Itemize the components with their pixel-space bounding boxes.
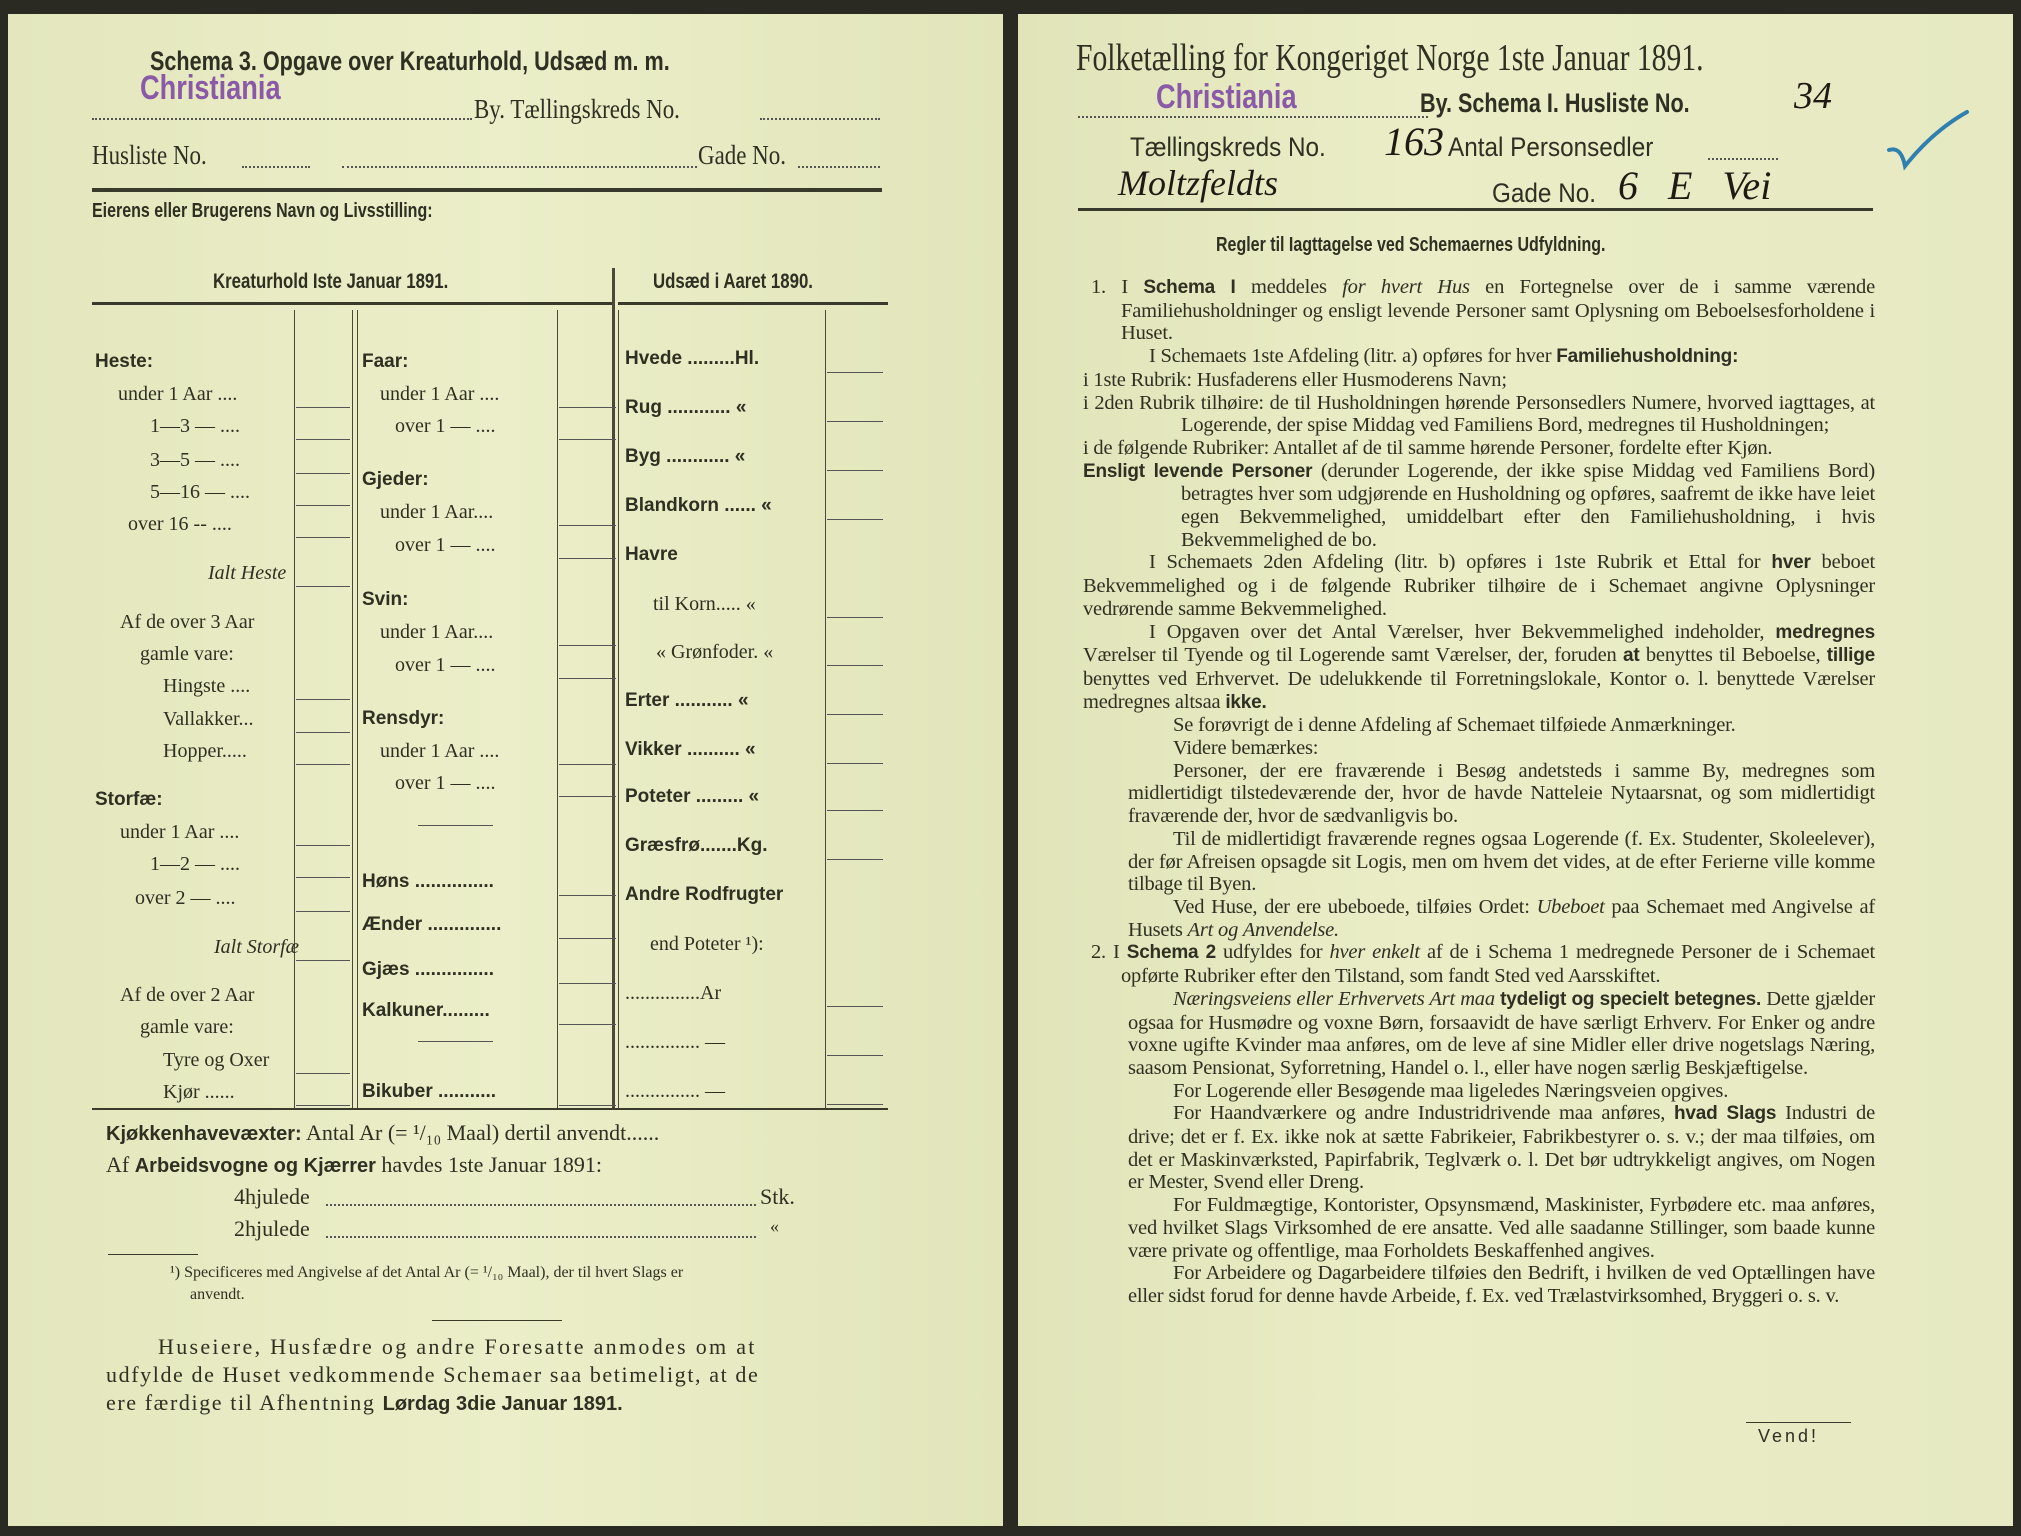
rule-paragraph [1083,1102,1875,1194]
table-row-label: over 1 — .... [395,772,496,794]
livestock-title [213,270,507,294]
gade-field[interactable] [798,166,880,168]
value-entry-line[interactable] [559,895,616,896]
table-row-label: under 1 Aar .... [380,383,500,405]
table-row-label: 1—2 — .... [150,853,240,875]
value-entry-line[interactable] [296,439,350,440]
street-field[interactable] [342,166,697,168]
rule-text: Schema 2 [1126,942,1216,964]
rule-text: i 2den Rubrik tilhøire: de til Husholdningen hørende Personsedlers Numere, hvorved iagttages, at Logerende, der spise Middag ved Familiens Bord, medregnes til Husholdningen; [1083,391,1875,437]
rule-text: I Schemaets 2den Afdeling (litr. b) opføres i 1ste Rubrik et Ettal for [1149,551,1772,574]
by-kreds-label [474,94,716,125]
table-row-label: Tyre og Oxer [163,1049,270,1071]
rule-text: benyttes til Beboelse, [1639,644,1827,667]
table-row-label: ............... — [625,1080,725,1102]
table-row-label: Ialt Storfæ [214,936,300,958]
table-row-label: Andre Rodfrugter [625,884,784,905]
notice-rule [432,1320,562,1321]
notice-deadline: Lørdag 3die Januar 1891. [382,1393,623,1415]
personsedler-label [1448,132,1676,163]
table-row-label: over 2 — .... [135,887,236,909]
gade-label [698,140,801,171]
value-entry-line[interactable] [827,859,883,860]
rule-text: (derunder Logerende, der ikke spise Middag ved Familiens Bord) betragtes hver som udgjørende en Husholdning og opføres, saafremt de ikke have leiet egen Bekvemmelighed, umiddelbart efter den Familiehusholdning, i hvis Bekvemmelighed de bo. [1181,459,1875,551]
rule-text: I Schemaets 1ste Afdeling (litr. a) opføres for hver [1149,345,1557,368]
rule-text: ikke. [1225,691,1267,713]
table-row-label: Af de over 2 Aar [120,984,255,1006]
rule-paragraph [1083,551,1875,620]
husliste-label [92,140,227,171]
rule-text: Til de midlertidigt fraværende regnes ogsaa Logerende (f. Ex. Studenter, Skoleelever), der før Afreisen opsagde sit Logis, men om hvem det vides, at de efter Ferierne ville komme tilbage til Byen. [1128,827,1875,896]
notice-line-2: udfylde de Huset vedkommende Schemaer saa betimeligt, at de [106,1362,760,1387]
section-separator [418,1041,493,1042]
rule-paragraph [1083,1262,1875,1307]
value-entry-line[interactable] [559,407,616,408]
turn-over-label: Vend! [1758,1426,1820,1446]
schema-3-title-text: Schema 3. Opgave over Kreaturhold, Udsæd m. m. [150,46,670,76]
value-entry-line[interactable] [559,1105,616,1106]
notice-text: ere færdige til Afhentning [106,1390,376,1415]
street-name[interactable]: Moltzfeldts [1118,163,1278,203]
rule-paragraph [1083,1080,1875,1103]
four-wheel-unit: Stk. [760,1184,795,1209]
rule-text: Ensligt levende Personer [1083,460,1313,482]
col-line [357,310,358,1108]
stamp-text: Christiania [1156,78,1297,116]
table-row-label: Erter ........... « [625,690,749,711]
table-row-label: Hvede .........Hl. [625,348,760,369]
christiania-stamp [1156,78,1332,117]
rule-text: For Fuldmægtige, Kontorister, Opsynsmænd, Maskinister, Fyrbødere etc. maa anføres, ved hvilket Slags Virksomhed de ere ansatte. Ved alle saadanne Stillinger, som baade kunne være private og offentlige, maa Forholdets Beskaffenhed angives. [1128,1194,1875,1262]
value-entry-line[interactable] [827,1055,883,1056]
rules-title [1216,234,1703,257]
value-entry-line[interactable] [559,764,616,765]
table-row-label: under 1 Aar .... [118,383,238,405]
census-title-text: Folketælling for Kongeriget Norge 1ste Januar 1891. [1076,37,1704,79]
table-row-label: Byg ............ « [625,446,746,467]
table-row-label: Vallakker... [163,708,254,730]
col-line [557,310,558,1108]
notice-line-3 [106,1390,623,1416]
rule-text: hver [1771,552,1811,574]
personsedler-field[interactable] [1708,158,1778,160]
gade-label [1492,178,1608,209]
table-row-label: Af de over 3 Aar [120,611,255,633]
rule-text: Art og Anvendelse. [1187,918,1339,941]
col-line [352,310,353,1108]
rule-paragraph [1083,760,1875,828]
personsedler-text: Antal Personsedler [1448,132,1654,162]
rule-paragraph [1083,621,1875,715]
table-row-label: Gjæs ............... [362,959,494,980]
rule-text: 2. I [1091,941,1127,964]
four-wheel-label: 4hjulede [234,1184,310,1209]
schema-husliste-text: By. Schema I. Husliste No. [1420,88,1690,118]
rule-text: For Haandværkere og andre Industridrivende maa anføres, [1173,1102,1675,1125]
rule-paragraph [1083,714,1875,737]
owner-label [92,200,518,223]
rule-paragraph [1083,276,1875,345]
gade-number[interactable]: 6 E Vei [1618,163,1772,208]
rule-text: benyttes ved Erhvervet. De udelukkende til Forretningslokale, Kontor o. l. benyttede Værelser medregnes altsaa [1083,667,1875,713]
table-row-label: « Grønfoder. « [656,641,774,663]
rule-text: Se forøvrigt de i denne Afdeling af Schemaet tilføiede Anmærkninger. [1173,714,1736,737]
rule-text: hvad Slags [1674,1103,1777,1125]
value-entry-line[interactable] [827,421,883,422]
wagons-af: Af [106,1152,130,1177]
table-row-label: Høns ............... [362,871,494,892]
value-entry-line[interactable] [296,473,350,474]
table-row-label: ...............Ar [625,982,722,1004]
table-row-label: Vikker .......... « [625,739,756,760]
kreds-text: Tællingskreds No. [1130,132,1326,162]
col-line [618,310,619,1108]
rule-paragraph [1083,345,1875,369]
kreds-number[interactable]: 163 [1384,119,1444,164]
wagons-bold: Arbeidsvogne og Kjærrer [134,1155,376,1177]
table-row-label: Gjeder: [362,469,429,490]
two-wheel-label: 2hjulede [234,1216,310,1241]
rule-text: paa Schemaet med Angivelse af Husets [1128,895,1875,941]
value-entry-line[interactable] [296,960,350,961]
table-row-label: gamle vare: [140,643,234,665]
table-row-label: under 1 Aar .... [120,821,240,843]
table-row-label: til Korn..... « [653,593,756,615]
by-kreds-text: By. Tællingskreds No. [474,94,680,124]
rule-text: at [1622,645,1640,667]
kreds-label [1130,132,1348,163]
kitchen-label: Kjøkkenhavevæxter: [106,1123,302,1145]
value-entry-line[interactable] [559,938,616,939]
seed-title-text: Udsæd i Aaret 1890. [653,270,813,293]
table-row-label: gamle vare: [140,1016,234,1038]
table-row-label: 3—5 — .... [150,449,240,471]
value-entry-line[interactable] [559,796,616,797]
rule-text: tydeligt og specielt betegnes. [1500,988,1762,1010]
two-wheel-field[interactable] [326,1236,756,1238]
rule-paragraph [1083,896,1875,941]
value-entry-line[interactable] [296,1105,350,1106]
section-separator [418,825,493,826]
table-row-label: Poteter ......... « [625,786,760,807]
rule-text: for hvert Hus [1342,276,1470,298]
left-page-schema-3 [8,14,1003,1526]
rule-paragraph [1083,437,1875,460]
rule-text: Familiehusholdning: [1556,346,1739,368]
value-entry-line[interactable] [559,645,616,646]
rule-text: hver enkelt [1329,941,1420,964]
value-entry-line[interactable] [296,407,350,408]
seed-title [653,270,853,294]
kitchen-text: Antal Ar (= ¹/₁₀ Maal) dertil anvendt...... [305,1120,660,1145]
rule-text: Ubeboet [1536,895,1605,918]
table-row-label: Hopper..... [163,740,247,762]
right-page-schema-1 [1018,14,2013,1526]
rule-text: Personer, der ere fraværende i Besøg andetsteds i samme By, medregnes som midlertidigt tilstedeværende der, hvor de havde Natteleie Nytaarsnat, og som midlertidigt fraværende der, hvor de sædvanligvis bo. [1128,759,1875,828]
table-top-rule-seed [618,302,888,305]
table-row-label: Havre [625,544,678,565]
table-row-label: Kalkuner......... [362,1000,490,1021]
table-bottom-rule [92,1108,888,1110]
table-row-label: over 16 -- .... [128,513,232,535]
table-row-label: Svin: [362,589,409,610]
value-entry-line[interactable] [827,1104,883,1105]
table-row-label: ............... — [625,1031,725,1053]
value-entry-line[interactable] [296,586,350,587]
table-row-label: under 1 Aar.... [380,621,494,643]
table-row-label: Rensdyr: [362,708,445,729]
value-entry-line[interactable] [827,470,883,471]
header-divider [92,188,882,192]
table-row-label: Bikuber ........... [362,1081,497,1102]
table-row-label: Rug ............ « [625,397,747,418]
rule-paragraph [1083,941,1875,987]
table-row-label: under 1 Aar.... [380,501,494,523]
rules-title-text: Regler til Iagttagelse ved Schemaernes Udfyldning. [1216,234,1606,256]
wagons-line [106,1152,602,1178]
table-top-rule [92,302,612,305]
rule-text: Næringsveiens eller Erhvervets Art maa [1173,987,1495,1010]
col-line [825,310,826,1108]
rule-text: i de følgende Rubriker: Antallet af de til samme hørende Personer, fordelte efter Kjøn. [1083,436,1773,459]
value-entry-line[interactable] [827,372,883,373]
rule-text: en Fortegnelse over de i samme værende Familiehusholdninger og ensligt levende Personer samt Oplysning om Beboelsesforholdene i Huset. [1121,276,1875,345]
value-entry-line[interactable] [296,911,350,912]
two-wheel-unit: « [770,1216,779,1236]
wagons-text: havdes 1ste Januar 1891: [381,1152,602,1177]
husliste-field[interactable] [242,166,310,168]
rule-paragraph [1083,737,1875,760]
rule-paragraph [1083,1194,1875,1262]
footnote-line-2: anvendt. [190,1286,245,1303]
notice-line-1: Huseiere, Husfædre og andre Foresatte anmodes om at [158,1334,757,1359]
rule-text: Ved Huse, der ere ubeboede, tilføies Ordet: [1173,895,1537,918]
checkmark-icon [1883,106,1973,176]
table-row-label: over 1 — .... [395,654,496,676]
table-row-label: under 1 Aar .... [380,740,500,762]
value-entry-line[interactable] [296,845,350,846]
rule-text: udfyldes for [1215,941,1330,964]
table-row-label: Kjør ...... [163,1081,235,1103]
husliste-text: Husliste No. [92,140,207,170]
section-divider [612,268,615,1108]
rule-paragraph [1083,369,1875,392]
footnote-rule [108,1254,198,1255]
rule-text: 1. I [1091,276,1144,298]
footnote-line-1: ¹) Specificeres med Angivelse af det Antal Ar (= ¹/₁₀ Maal), der til hvert Slags er [170,1264,684,1281]
value-entry-line[interactable] [296,537,350,538]
gade-text: Gade No. [1492,178,1597,208]
rule-text: Videre bemærkes: [1173,737,1319,760]
value-entry-line[interactable] [296,699,350,700]
table-row-label: Blandkorn ...... « [625,495,772,516]
husliste-number[interactable]: 34 [1794,75,1832,117]
table-row-label: Hingste .... [163,675,251,697]
value-entry-line[interactable] [559,439,616,440]
rule-paragraph [1083,392,1875,437]
value-entry-line[interactable] [296,877,350,878]
value-entry-line[interactable] [296,505,350,506]
value-entry-line[interactable] [559,558,616,559]
value-entry-line[interactable] [296,732,350,733]
christiania-stamp [140,69,316,108]
rule-text: Industri de drive; det er f. Ex. ikke nok at sætte Fabrikeier, Fabrikbestyrer o. s. v.; der maa tilføies, om det er Maskinværksted, Papirfabrik, Teglværk o. l. Det bør udtrykkeligt angives, om Nogen er Mester, Svend eller Dreng. [1128,1102,1875,1194]
rule-text: meddeles [1235,276,1343,298]
value-entry-line[interactable] [827,714,883,715]
kreds-field[interactable] [760,118,880,120]
rule-paragraph [1083,828,1875,896]
kitchen-garden-line [106,1120,659,1146]
rules-text [1083,276,1875,1308]
city-field[interactable] [92,118,472,120]
table-row-label: end Poteter ¹): [650,933,764,955]
gade-text: Gade No. [698,140,786,170]
value-entry-line[interactable] [827,617,883,618]
rule-text: beboet Bekvemmelighed og i de følgende Rubriker tilhøire de i Schemaet angivne Oplysninger vedrørende samme Bekvemmelighed. [1083,551,1875,620]
table-row-label: over 1 — .... [395,534,496,556]
table-row-label: Storfæ: [95,789,163,810]
rule-text: Værelser til Tyende og til Logerende samt Værelser, der, foruden [1083,644,1623,667]
turn-over-rule [1746,1422,1851,1423]
rule-text: af de i Schema 1 medregnede Personer de i Schemaet opførte Rubriker efter den Tilstand, som fandt Sted ved Aarsskiftet. [1121,941,1876,988]
rule-text: I Opgaven over det Antal Værelser, hver Bekvemmelighed indeholder, [1149,620,1776,643]
value-entry-line[interactable] [559,678,616,679]
census-title [1076,36,1881,80]
rule-text: Dette gjælder ogsaa for Husmødre og voxne Børn, forsaavidt de have særligt Erhverv. For Enker og andre voxne ugifte Kvinder maa anføres, om de leve af sine Midler eller drive nogetslags Næring, saasom Pensionat, Syforretning, Handel o. l., eller have nogen særlig Beskjæftigelse. [1128,987,1875,1079]
rule-text: For Logerende eller Besøgende maa ligeledes Næringsveien opgives. [1173,1079,1729,1102]
stamp-text: Christiania [140,69,281,107]
table-row-label: Ialt Heste [208,562,287,584]
value-entry-line[interactable] [559,983,616,984]
rule-text: Schema I [1143,277,1236,298]
four-wheel-field[interactable] [326,1204,756,1206]
rule-text: For Arbeidere og Dagarbeidere tilføies den Bedrift, i hvilken de ved Optællingen have eller sidst forud for denne havde Arbeide, f. Ex. ved Trælastvirksomhed, Bryggeri o. s. v. [1128,1262,1875,1307]
col-line [294,310,295,1108]
rule-paragraph [1083,460,1875,552]
rule-text: tillige [1826,645,1875,667]
rule-text: medregnes [1775,621,1875,643]
livestock-title-text: Kreaturhold Iste Januar 1891. [213,270,449,293]
header-divider [1078,208,1873,211]
owner-text: Eierens eller Brugerens Navn og Livsstilling: [92,200,433,222]
table-row-label: Græsfrø.......Kg. [625,835,768,856]
table-row-label: Heste: [95,351,154,372]
value-entry-line[interactable] [296,1073,350,1074]
table-row-label: 5—16 — .... [150,481,250,503]
value-entry-line[interactable] [559,1024,616,1025]
table-row-label: 1—3 — .... [150,415,240,437]
schema-husliste-label [1420,88,1757,119]
value-entry-line[interactable] [296,764,350,765]
value-entry-line[interactable] [827,519,883,520]
table-row-label: Ænder .............. [362,914,502,935]
value-entry-line[interactable] [827,763,883,764]
rule-paragraph [1083,988,1875,1080]
value-entry-line[interactable] [827,665,883,666]
table-row-label: over 1 — .... [395,415,496,437]
table-row-label: Faar: [362,351,409,372]
value-entry-line[interactable] [827,1006,883,1007]
rule-text: i 1ste Rubrik: Husfaderens eller Husmoderens Navn; [1083,368,1507,391]
value-entry-line[interactable] [559,525,616,526]
value-entry-line[interactable] [827,810,883,811]
